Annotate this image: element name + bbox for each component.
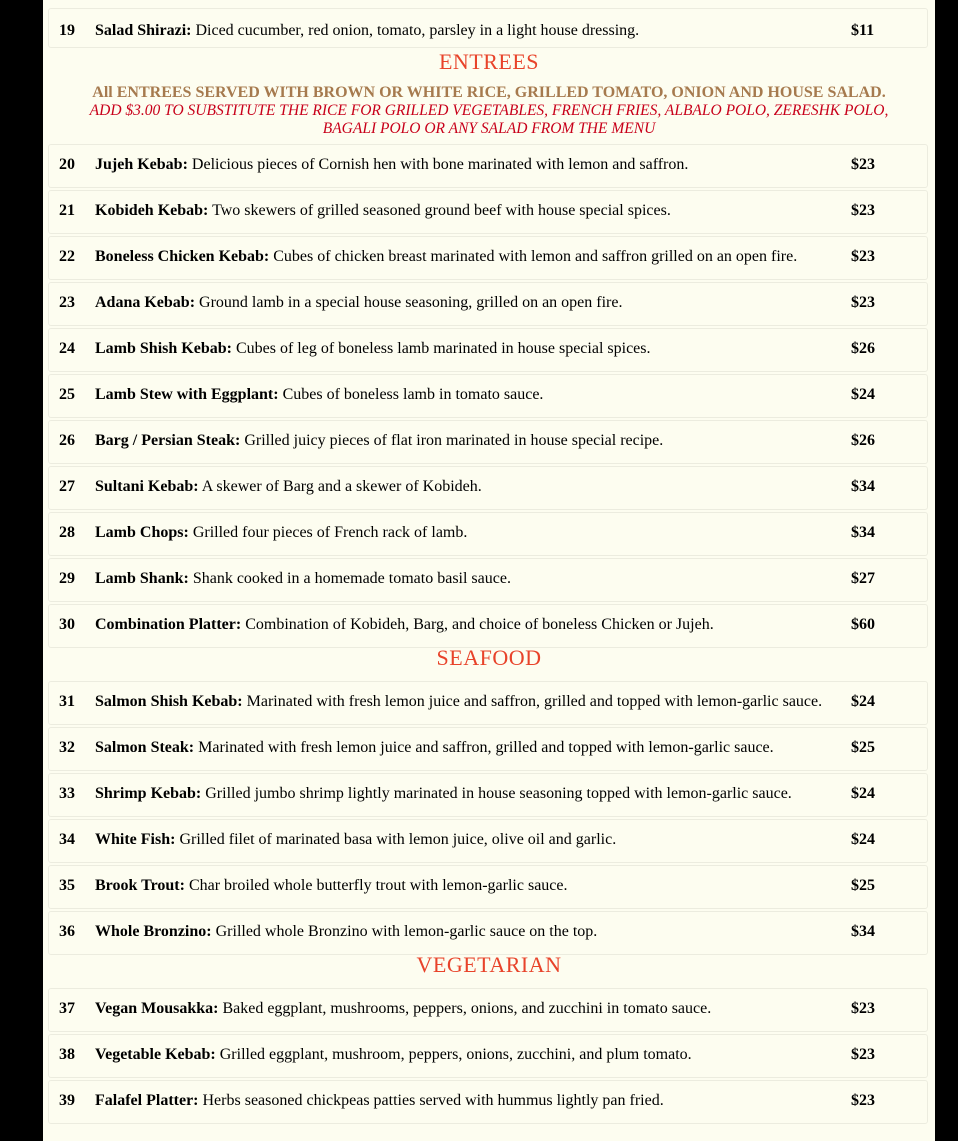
item-price: $34 [851, 478, 875, 495]
item-description: Combination of Kobideh, Barg, and choice of boneless Chicken or Jujeh. [241, 616, 714, 633]
item-text [95, 877, 835, 895]
item-text [95, 340, 835, 358]
menu-item-row [48, 374, 928, 418]
item-price: $27 [851, 570, 875, 587]
item-price: $24 [851, 386, 875, 403]
menu-item-row [48, 236, 928, 280]
item-name: Sultani Kebab: [95, 478, 199, 495]
item-description: Two skewers of grilled seasoned ground beef with house special spices. [208, 202, 671, 219]
menu-item-row [48, 773, 928, 817]
menu-item-row [48, 988, 928, 1032]
item-description: Grilled filet of marinated basa with lemon juice, olive oil and garlic. [175, 831, 617, 848]
item-number: 22 [59, 248, 75, 265]
item-price: $11 [851, 22, 875, 39]
item-number: 19 [59, 22, 75, 39]
item-description: Grilled whole Bronzino with lemon-garlic sauce on the top. [211, 923, 598, 940]
item-name: Falafel Platter: [95, 1092, 199, 1109]
item-price: $23 [851, 248, 875, 265]
item-number: 27 [59, 478, 75, 495]
item-price: $23 [851, 1000, 875, 1017]
item-description: Grilled jumbo shrimp lightly marinated in house seasoning topped with lemon-garlic sauce. [201, 785, 792, 802]
item-number: 33 [59, 785, 75, 802]
item-name: Kobideh Kebab: [95, 202, 209, 219]
item-name: Whole Bronzino: [95, 923, 212, 940]
item-description: Marinated with fresh lemon juice and saffron, grilled and topped with lemon-garlic sauce. [194, 739, 774, 756]
menu-item-row [48, 558, 928, 602]
entrees-served-with-note: All ENTREES SERVED WITH BROWN OR WHITE RICE, GRILLED TOMATO, ONION AND HOUSE SALAD. [92, 84, 886, 101]
menu-item-row [48, 1034, 928, 1078]
item-text [95, 785, 835, 803]
item-text [95, 693, 835, 711]
item-name: Combination Platter: [95, 616, 242, 633]
item-name: Jujeh Kebab: [95, 156, 188, 173]
item-description: Grilled four pieces of French rack of lamb. [188, 524, 468, 541]
item-text [95, 524, 835, 542]
item-price: $23 [851, 1046, 875, 1063]
item-description: Grilled juicy pieces of flat iron marinated in house special recipe. [240, 432, 664, 449]
item-name: Lamb Chops: [95, 524, 189, 541]
item-text [95, 202, 835, 220]
item-number: 29 [59, 570, 75, 587]
item-text [95, 1000, 835, 1018]
item-text [95, 1046, 835, 1064]
item-description: Cubes of boneless lamb in tomato sauce. [278, 386, 544, 403]
item-price: $25 [851, 877, 875, 894]
item-description: Marinated with fresh lemon juice and saffron, grilled and topped with lemon-garlic sauce. [242, 693, 823, 710]
item-price: $23 [851, 294, 875, 311]
item-number: 20 [59, 156, 75, 173]
item-description: Herbs seasoned chickpeas patties served with hummus lightly pan fried. [198, 1092, 664, 1109]
entrees-substitution-note: ADD $3.00 TO SUBSTITUTE THE RICE FOR GRILLED VEGETABLES, FRENCH FRIES, ALBALO POLO, ZERESHK POLO, BAGALI POLO OR ANY SALAD FROM THE MENU [89, 102, 889, 137]
menu-item-row [48, 282, 928, 326]
item-name: Boneless Chicken Kebab: [95, 248, 270, 265]
menu-item-row [48, 8, 928, 48]
item-description: Cubes of chicken breast marinated with lemon and saffron grilled on an open fire. [269, 248, 798, 265]
item-price: $24 [851, 831, 875, 848]
item-name: White Fish: [95, 831, 176, 848]
menu-item-row [48, 727, 928, 771]
item-text [95, 478, 835, 496]
menu-item-row [48, 512, 928, 556]
item-description: Ground lamb in a special house seasoning, grilled on an open fire. [195, 294, 623, 311]
item-text [95, 570, 835, 588]
item-price: $60 [851, 616, 875, 633]
menu-item-row [48, 819, 928, 863]
item-name: Lamb Stew with Eggplant: [95, 386, 279, 403]
item-price: $23 [851, 202, 875, 219]
item-number: 31 [59, 693, 75, 710]
menu-item-row [48, 328, 928, 372]
item-price: $26 [851, 432, 875, 449]
item-description: Shank cooked in a homemade tomato basil sauce. [188, 570, 511, 587]
item-number: 34 [59, 831, 75, 848]
item-price: $24 [851, 785, 875, 802]
item-text [95, 739, 835, 757]
item-name: Brook Trout: [95, 877, 185, 894]
item-name: Barg / Persian Steak: [95, 432, 241, 449]
menu-item-row [48, 1080, 928, 1124]
section-title-entrees: ENTREES [438, 49, 540, 74]
section-title-vegetarian: VEGETARIAN [416, 952, 562, 977]
item-text [95, 923, 835, 941]
item-text [95, 831, 835, 849]
item-number: 39 [59, 1092, 75, 1109]
item-name: Vegan Mousakka: [95, 1000, 219, 1017]
item-price: $34 [851, 524, 875, 541]
item-text [95, 432, 835, 450]
item-number: 38 [59, 1046, 75, 1063]
item-number: 30 [59, 616, 75, 633]
item-description: Char broiled whole butterfly trout with lemon-garlic sauce. [184, 877, 568, 894]
item-description: Grilled eggplant, mushroom, peppers, onions, zucchini, and plum tomato. [215, 1046, 692, 1063]
item-number: 32 [59, 739, 75, 756]
item-name: Adana Kebab: [95, 294, 196, 311]
item-text [95, 156, 835, 174]
item-number: 25 [59, 386, 75, 403]
item-number: 35 [59, 877, 75, 894]
item-description: Cubes of leg of boneless lamb marinated in house special spices. [231, 340, 651, 357]
menu-item-row [48, 604, 928, 648]
item-number: 26 [59, 432, 75, 449]
item-description: Delicious pieces of Cornish hen with bone marinated with lemon and saffron. [187, 156, 689, 173]
item-description: A skewer of Barg and a skewer of Kobideh. [198, 478, 482, 495]
item-price: $23 [851, 156, 875, 173]
item-name: Vegetable Kebab: [95, 1046, 216, 1063]
item-name: Salmon Shish Kebab: [95, 693, 243, 710]
menu-item-row [48, 466, 928, 510]
menu-item-row [48, 190, 928, 234]
item-price: $26 [851, 340, 875, 357]
item-description: Baked eggplant, mushrooms, peppers, onions, and zucchini in tomato sauce. [218, 1000, 712, 1017]
menu-item-row [48, 911, 928, 955]
item-number: 23 [59, 294, 75, 311]
item-name: Lamb Shish Kebab: [95, 340, 232, 357]
item-price: $24 [851, 693, 875, 710]
item-text [95, 386, 835, 404]
item-text [95, 1092, 835, 1110]
item-number: 36 [59, 923, 75, 940]
item-text [95, 294, 835, 312]
menu-item-row [48, 420, 928, 464]
item-text [95, 248, 835, 266]
item-number: 28 [59, 524, 75, 541]
item-price: $23 [851, 1092, 875, 1109]
item-description: Diced cucumber, red onion, tomato, parsley in a light house dressing. [191, 22, 640, 39]
menu-item-row [48, 681, 928, 725]
item-name: Shrimp Kebab: [95, 785, 202, 802]
item-text [95, 616, 835, 634]
item-price: $34 [851, 923, 875, 940]
item-price: $25 [851, 739, 875, 756]
menu-page [43, 0, 935, 1141]
item-number: 37 [59, 1000, 75, 1017]
menu-item-row [48, 144, 928, 188]
section-title-seafood: SEAFOOD [436, 645, 542, 670]
item-name: Salad Shirazi: [95, 22, 192, 39]
item-name: Lamb Shank: [95, 570, 189, 587]
item-name: Salmon Steak: [95, 739, 195, 756]
item-text [95, 22, 835, 40]
item-number: 24 [59, 340, 75, 357]
item-number: 21 [59, 202, 75, 219]
menu-item-row [48, 865, 928, 909]
